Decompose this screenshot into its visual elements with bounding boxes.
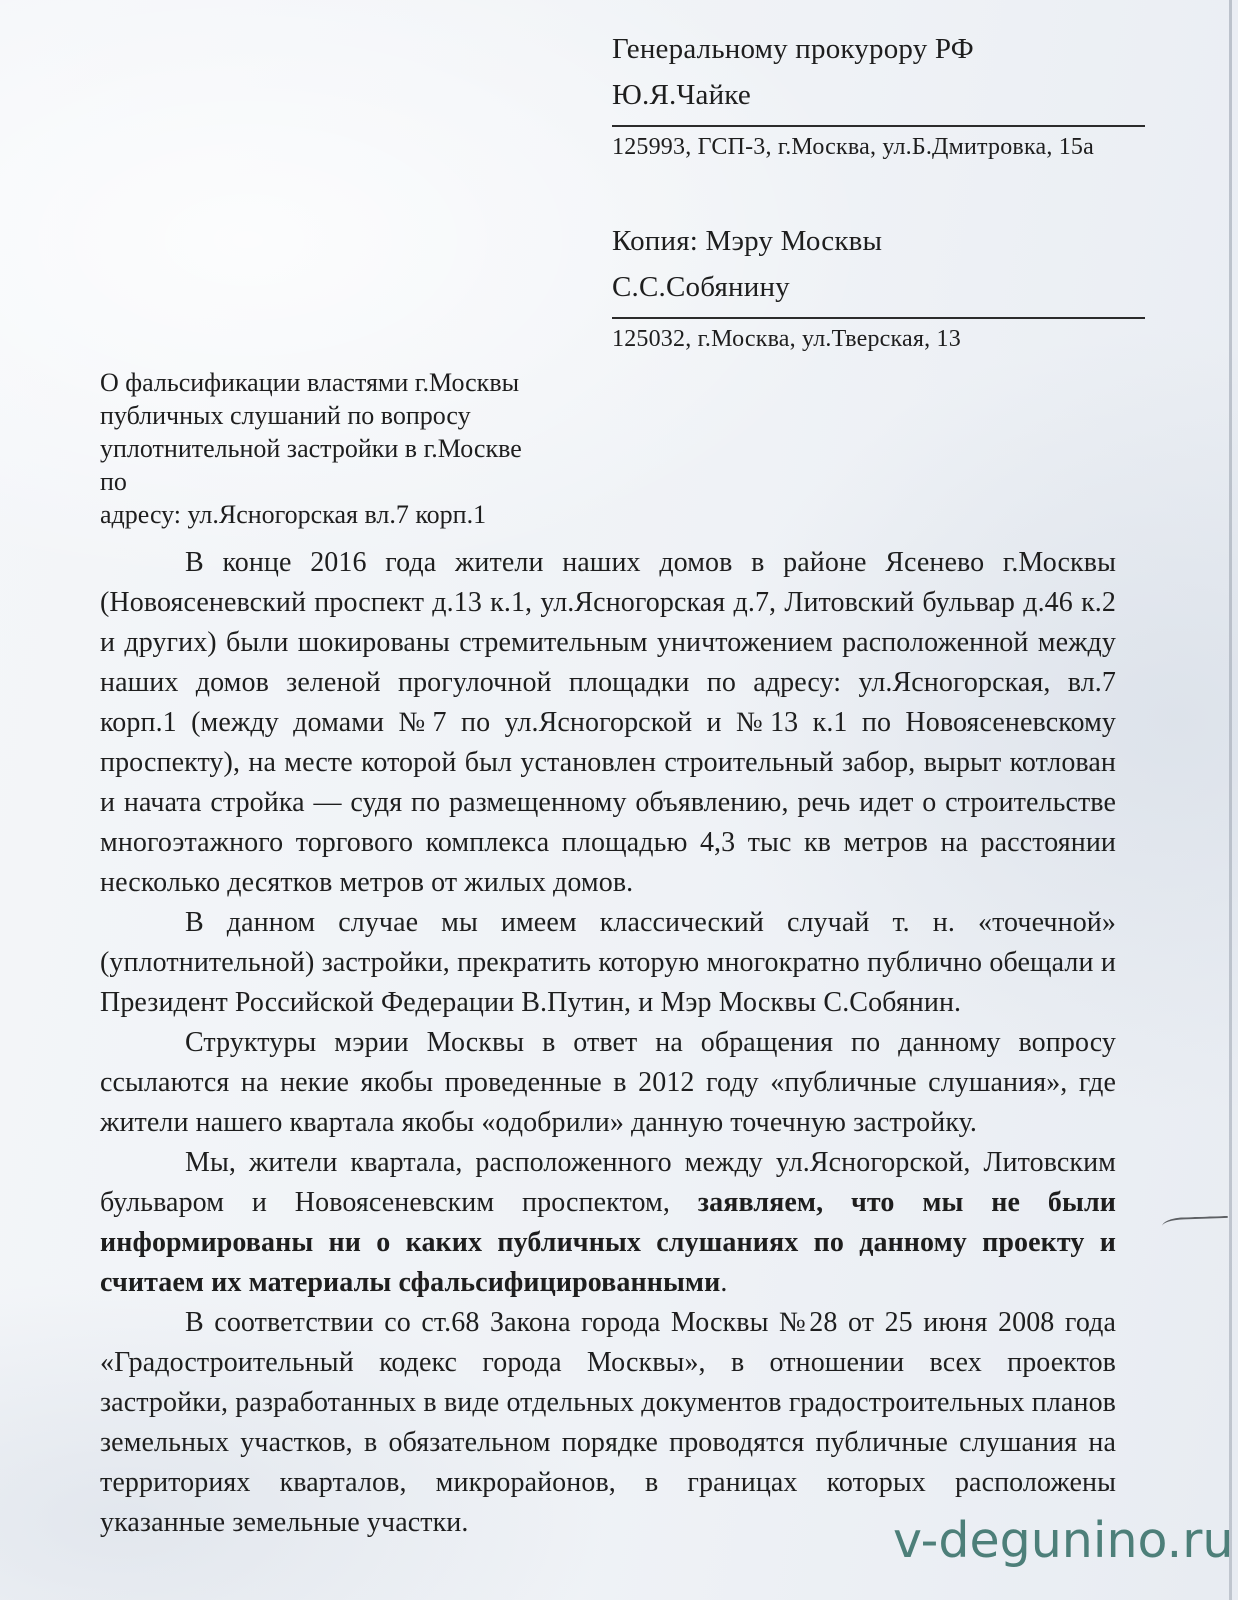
paragraph-text: . <box>720 1267 728 1298</box>
copy-name: С.С.Собянину <box>612 271 790 303</box>
paragraph-text: В конце 2016 года жители наших домов в районе Ясенево г.Москвы (Новоясеневский проспект д.13 к.1, ул.Ясногорская д.7, Литовский бульвар д.46 к.2 и других) были шокированы стремительным уничтожением расположенной между наших домов зеленой прогулочной площадки по адресу: ул.Ясногорская, вл.7 корп.1 (между домами №7 по ул.Ясногорской и №13 к.1 по Новоясеневскому проспекту), на месте которой был установлен строительный забор, вырыт котлован и начата стройка — судя по размещенному объявлению, речь идет о строительстве многоэтажного торгового комплекса площадью 4,3 тыс кв метров на расстоянии несколько десятков метров от жилых домов. <box>100 547 1116 898</box>
body-paragraph <box>100 543 1116 903</box>
subject-block <box>100 366 550 531</box>
subject-line: О фальсификации властями г.Москвы <box>100 368 520 397</box>
body-paragraph <box>100 1143 1116 1303</box>
letter-body <box>100 543 1116 1543</box>
subject-line: уплотнительной застройки в г.Москве по <box>100 434 522 496</box>
paper-edge <box>1229 0 1232 1600</box>
paragraph-text: Структуры мэрии Москвы в ответ на обращения по данному вопросу ссылаются на некие якобы проведенные в 2012 году «публичные слушания», где жители нашего квартала якобы «одобрили» данную точечную застройку. <box>100 1027 1116 1138</box>
body-paragraph <box>100 903 1116 1023</box>
recipient-header <box>612 26 1145 354</box>
copy-address: 125032, г.Москва, ул.Тверская, 13 <box>612 326 961 352</box>
recipient-title: Генеральному прокурору РФ <box>612 33 974 65</box>
copy-title: Копия: Мэру Москвы <box>612 225 883 257</box>
copy-header <box>612 218 1145 354</box>
paragraph-text: В данном случае мы имеем классический случай т. н. «точечной» (уплотнительной) застройки, прекратить которую многократно публично обещали и Президент Российской Федерации В.Путин, и Мэр Москвы С.Собянин. <box>100 907 1116 1018</box>
recipient-address: 125993, ГСП-3, г.Москва, ул.Б.Дмитровка, 15а <box>612 134 1094 160</box>
site-watermark: v-degunino.ru <box>893 1512 1234 1569</box>
paragraph-text: Мы, жители квартала, расположенного между ул.Ясногорской, Литовским бульваром и Новоясеневским проспектом, <box>100 1147 1116 1218</box>
body-paragraph <box>100 1303 1116 1543</box>
recipient-name: Ю.Я.Чайке <box>612 79 751 111</box>
crease-mark <box>1162 1216 1228 1226</box>
paragraph-bold-statement: заявляем, что мы не были информированы ни о каких публичных слушаниях по данному проекту и считаем их материалы сфальсифицированными <box>100 1187 1116 1298</box>
paragraph-text: В соответствии со ст.68 Закона города Москвы №28 от 25 июня 2008 года «Градостроительный кодекс города Москвы», в отношении всех проектов застройки, разработанных в виде отдельных документов градостроительных планов земельных участков, в обязательном порядке проводятся публичные слушания на территориях кварталов, микрорайонов, в границах которых расположены указанные земельные участки. <box>100 1307 1116 1538</box>
subject-line: публичных слушаний по вопросу <box>100 401 471 430</box>
subject-line: адресу: ул.Ясногорская вл.7 корп.1 <box>100 500 487 529</box>
body-paragraph <box>100 1023 1116 1143</box>
